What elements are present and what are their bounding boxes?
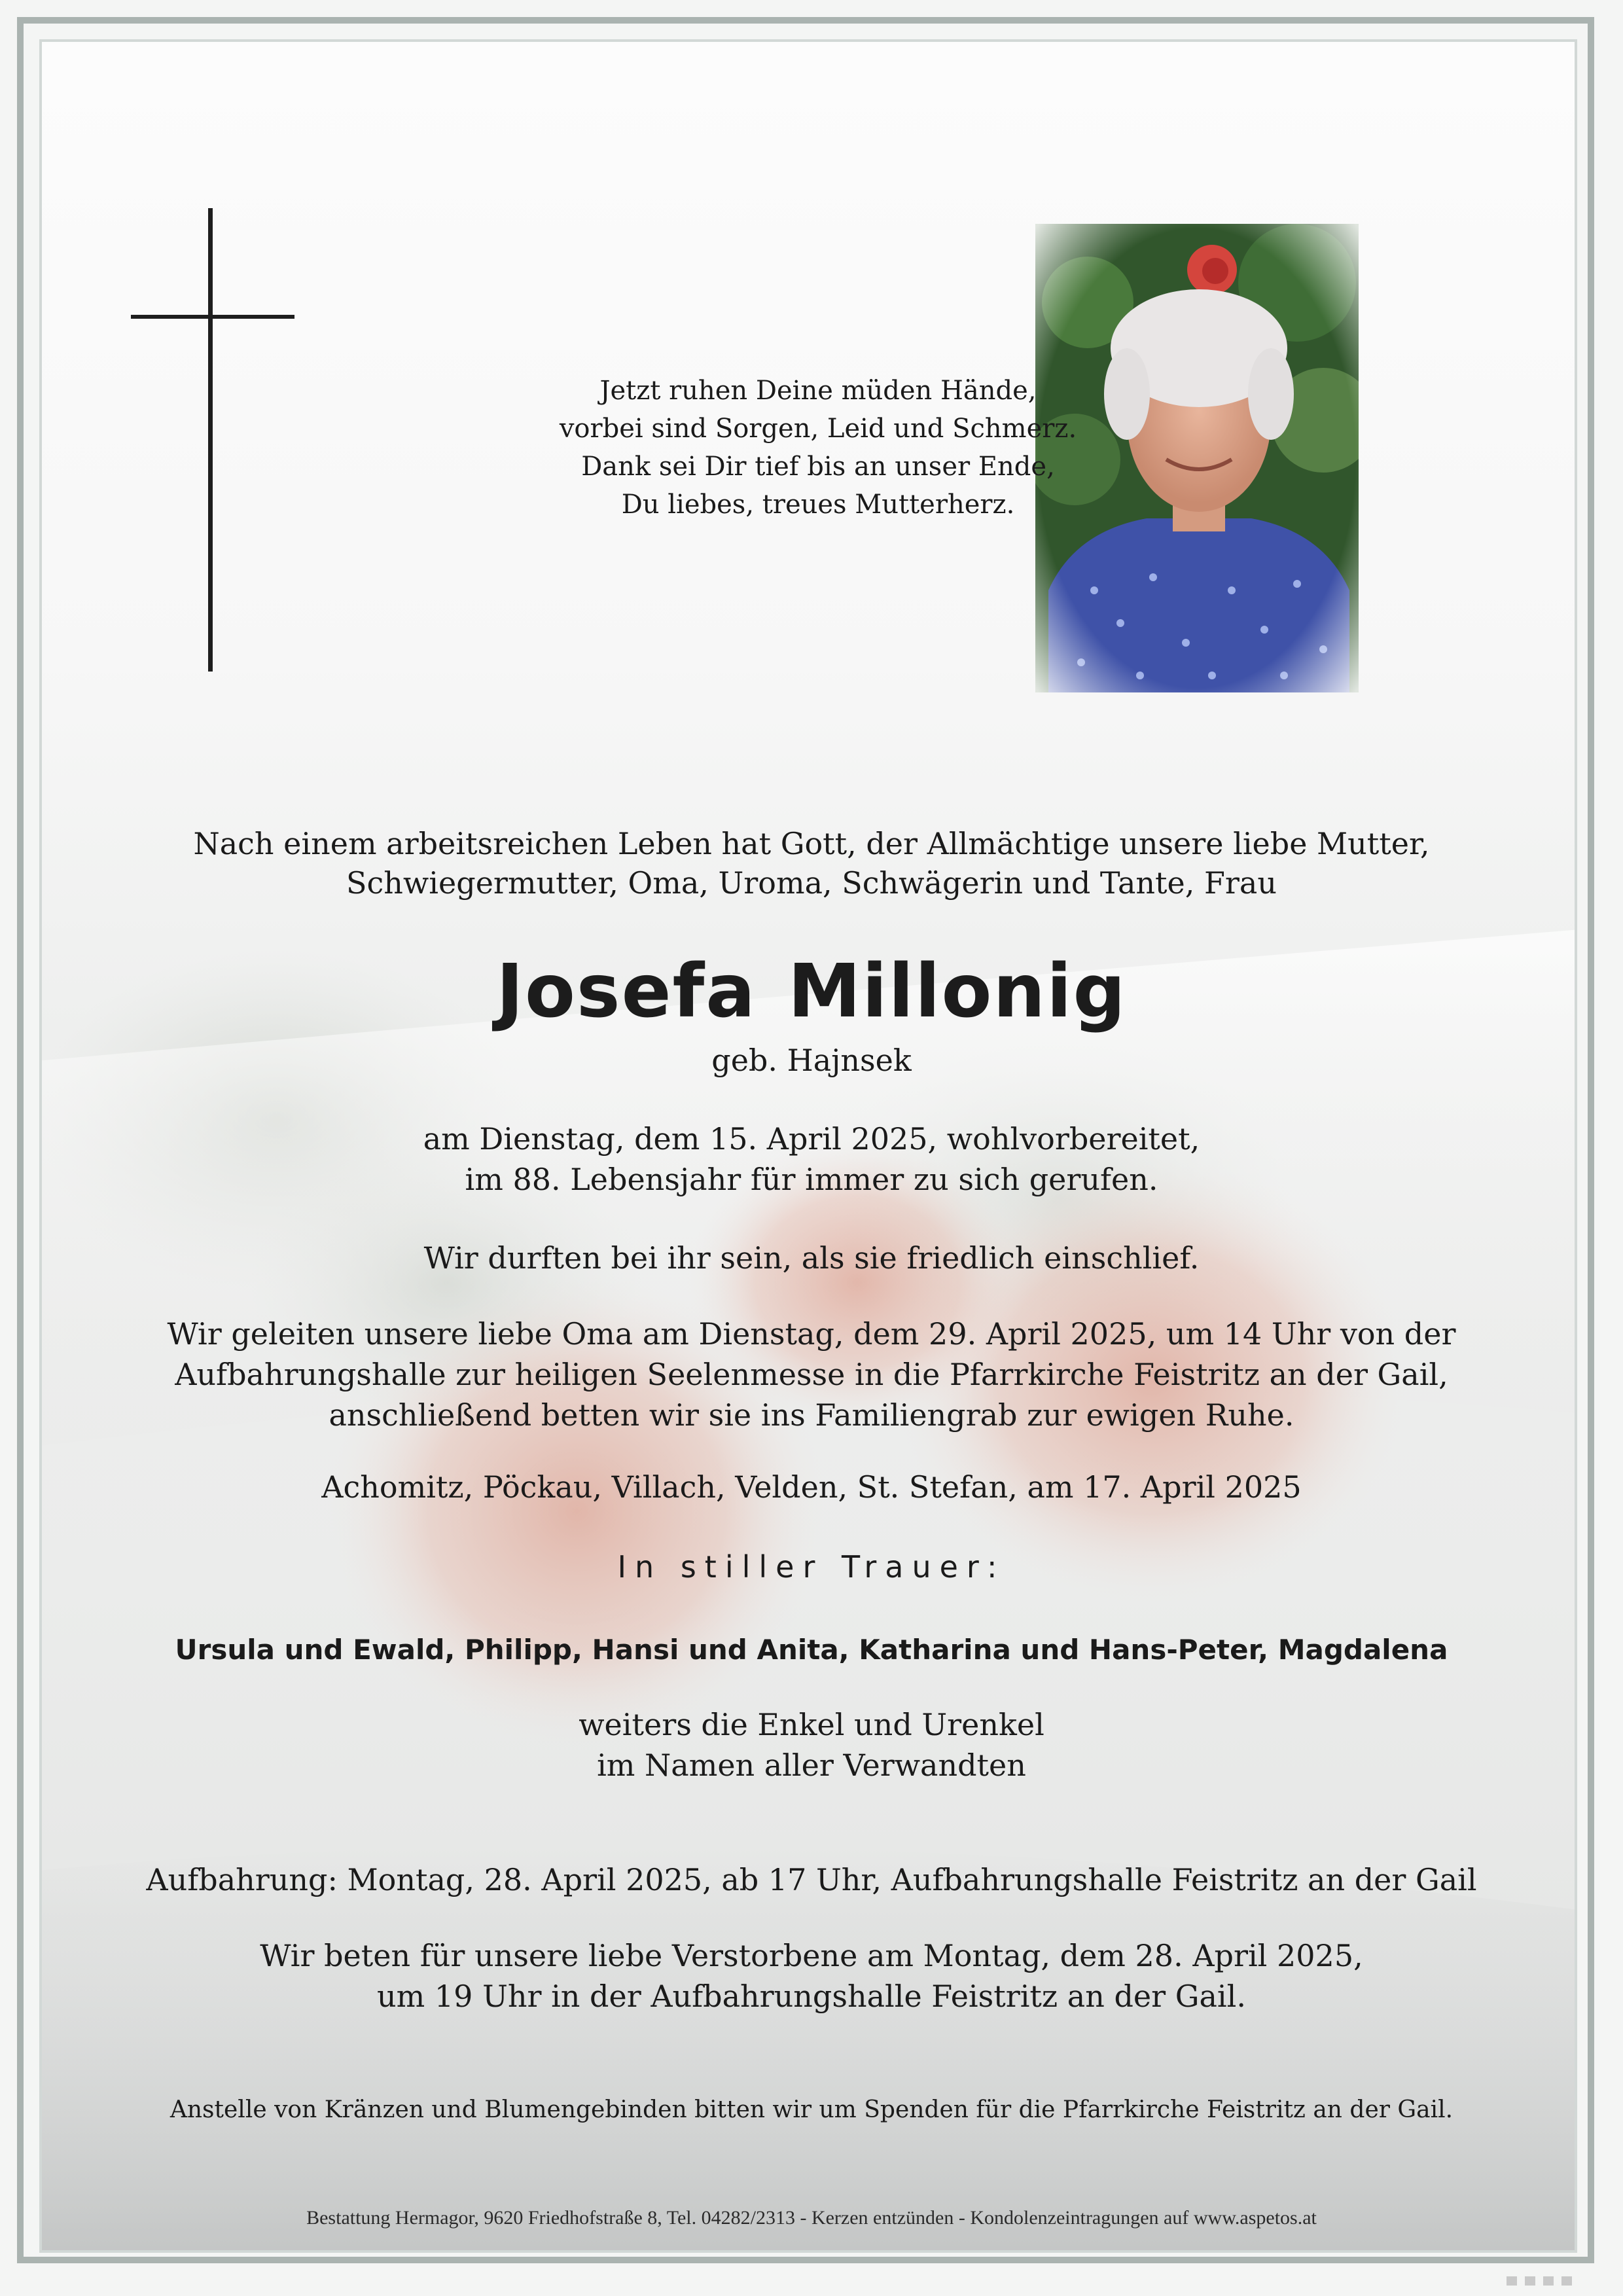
place-date: Achomitz, Pöckau, Villach, Velden, St. Stefan, am 17. April 2025 [321,1469,1302,1505]
poem-line-2: vorbei sind Sorgen, Leid und Schmerz. [559,414,1077,444]
poem-line-1: Jetzt ruhen Deine müden Hände, [599,376,1037,406]
peaceful-line: Wir durften bei ihr sein, als sie friedlich einschlief. [423,1240,1200,1276]
relatives-line-1: weiters die Enkel und Urenkel [579,1707,1044,1742]
intro-line-2: Schwiegermutter, Oma, Uroma, Schwägerin und Tante, Frau [346,865,1277,901]
family-names: Ursula und Ewald, Philipp, Hansi und Anita, Katharina und Hans-Peter, Magdalena [175,1634,1448,1666]
last-name: Millonig [787,949,1127,1034]
poem-line-4: Du liebes, treues Mutterherz. [621,490,1015,520]
death-notice-line-1: am Dienstag, dem 15. April 2025, wohlvorbereitet, [423,1121,1200,1157]
intro-line-1: Nach einem arbeitsreichen Leben hat Gott, der Allmächtige unsere liebe Mutter, [193,826,1430,861]
prayer-line-1: Wir beten für unsere liebe Verstorbene am Montag, dem 28. April 2025, [260,1938,1363,1973]
mourning-heading: In stiller Trauer: [617,1549,1006,1585]
viewing-info: Aufbahrung: Montag, 28. April 2025, ab 17 Uhr, Aufbahrungshalle Feistritz an der Gail [146,1862,1477,1897]
first-name: Josefa [496,949,757,1034]
corner-mark [1507,2276,1517,2286]
funeral-line-3: anschließend betten wir sie ins Familiengrab zur ewigen Ruhe. [329,1397,1294,1433]
prayer-line-2: um 19 Uhr in der Aufbahrungshalle Feistritz an der Gail. [377,1979,1246,2014]
corner-mark [1543,2276,1554,2286]
funeral-line-2: Aufbahrungshalle zur heiligen Seelenmesse in die Pfarrkirche Feistritz an der Gail, [175,1357,1448,1392]
corner-mark [1561,2276,1572,2286]
funeral-line-1: Wir geleiten unsere liebe Oma am Dienstag, dem 29. April 2025, um 14 Uhr von der [167,1316,1456,1352]
corner-mark [1525,2276,1535,2286]
poem-line-3: Dank sei Dir tief bis an unser Ende, [581,452,1055,482]
donation-note: Anstelle von Kränzen und Blumengebinden bitten wir um Spenden für die Pfarrkirche Feistritz an der Gail. [169,2096,1454,2123]
footer-contact: Bestattung Hermagor, 9620 Friedhofstraße 8, Tel. 04282/2313 - Kerzen entzünden - Kondolenzeintragungen auf www.aspetos.at [306,2207,1317,2229]
birth-name: geb. Hajnsek [711,1043,912,1078]
deceased-name [0,949,1623,1034]
death-notice-line-2: im 88. Lebensjahr für immer zu sich gerufen. [465,1162,1158,1197]
relatives-line-2: im Namen aller Verwandten [597,1748,1026,1783]
